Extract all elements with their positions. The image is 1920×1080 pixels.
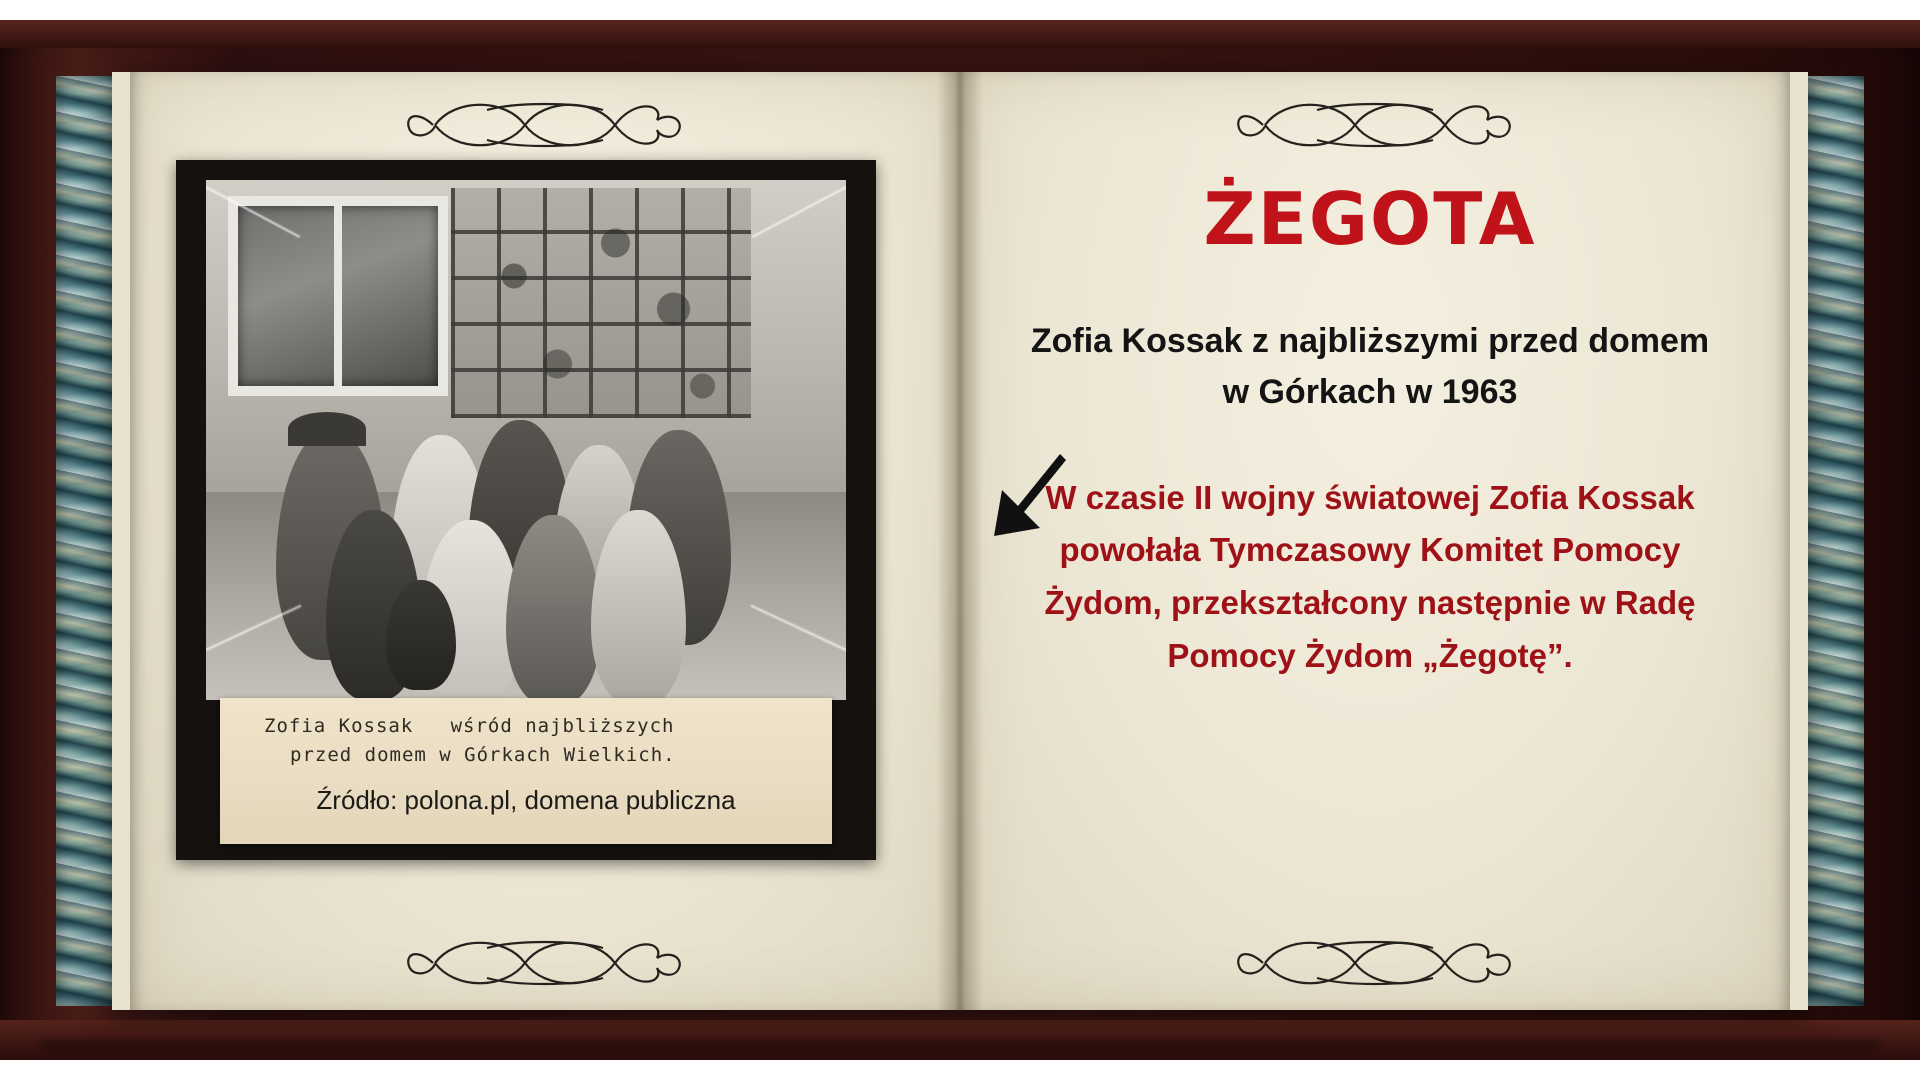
photo-panel (176, 160, 876, 860)
page-title: ŻEGOTA (1203, 177, 1537, 261)
photo-vine (456, 210, 746, 430)
calligraphic-flourish-icon (395, 90, 695, 160)
book-base-shadow (40, 1040, 1880, 1058)
body-paragraph: W czasie II wojny światowej Zofia Kossak powołała Tymczasowy Komitet Pomocy Żydom, przekształcony następnie w Radę Pomocy Żydom „Żegotę”. (1044, 478, 1696, 674)
book-cover (0, 20, 1920, 1060)
book-pages (112, 72, 1808, 1010)
right-page (960, 72, 1808, 1010)
photo-window (228, 196, 448, 396)
photo-caption-slip (220, 698, 832, 844)
right-page-content (1020, 177, 1720, 683)
cover-top-edge (0, 20, 1920, 48)
calligraphic-flourish-icon (1225, 90, 1525, 160)
historic-photo (206, 180, 846, 700)
photo-figure-cap (288, 412, 366, 446)
typed-caption-line-2: przed domem w Górkach Wielkich. (290, 744, 676, 767)
photo-source-note: Źródło: polona.pl, domena publiczna (316, 784, 736, 815)
photo-description: Zofia Kossak z najbliższymi przed domem w Górkach w 1963 (1030, 321, 1710, 411)
calligraphic-flourish-icon (1225, 928, 1525, 998)
left-page (112, 72, 960, 1010)
typed-caption-line-1: Zofia Kossak wśród najbliższych (264, 715, 675, 737)
calligraphic-flourish-icon (395, 928, 695, 998)
